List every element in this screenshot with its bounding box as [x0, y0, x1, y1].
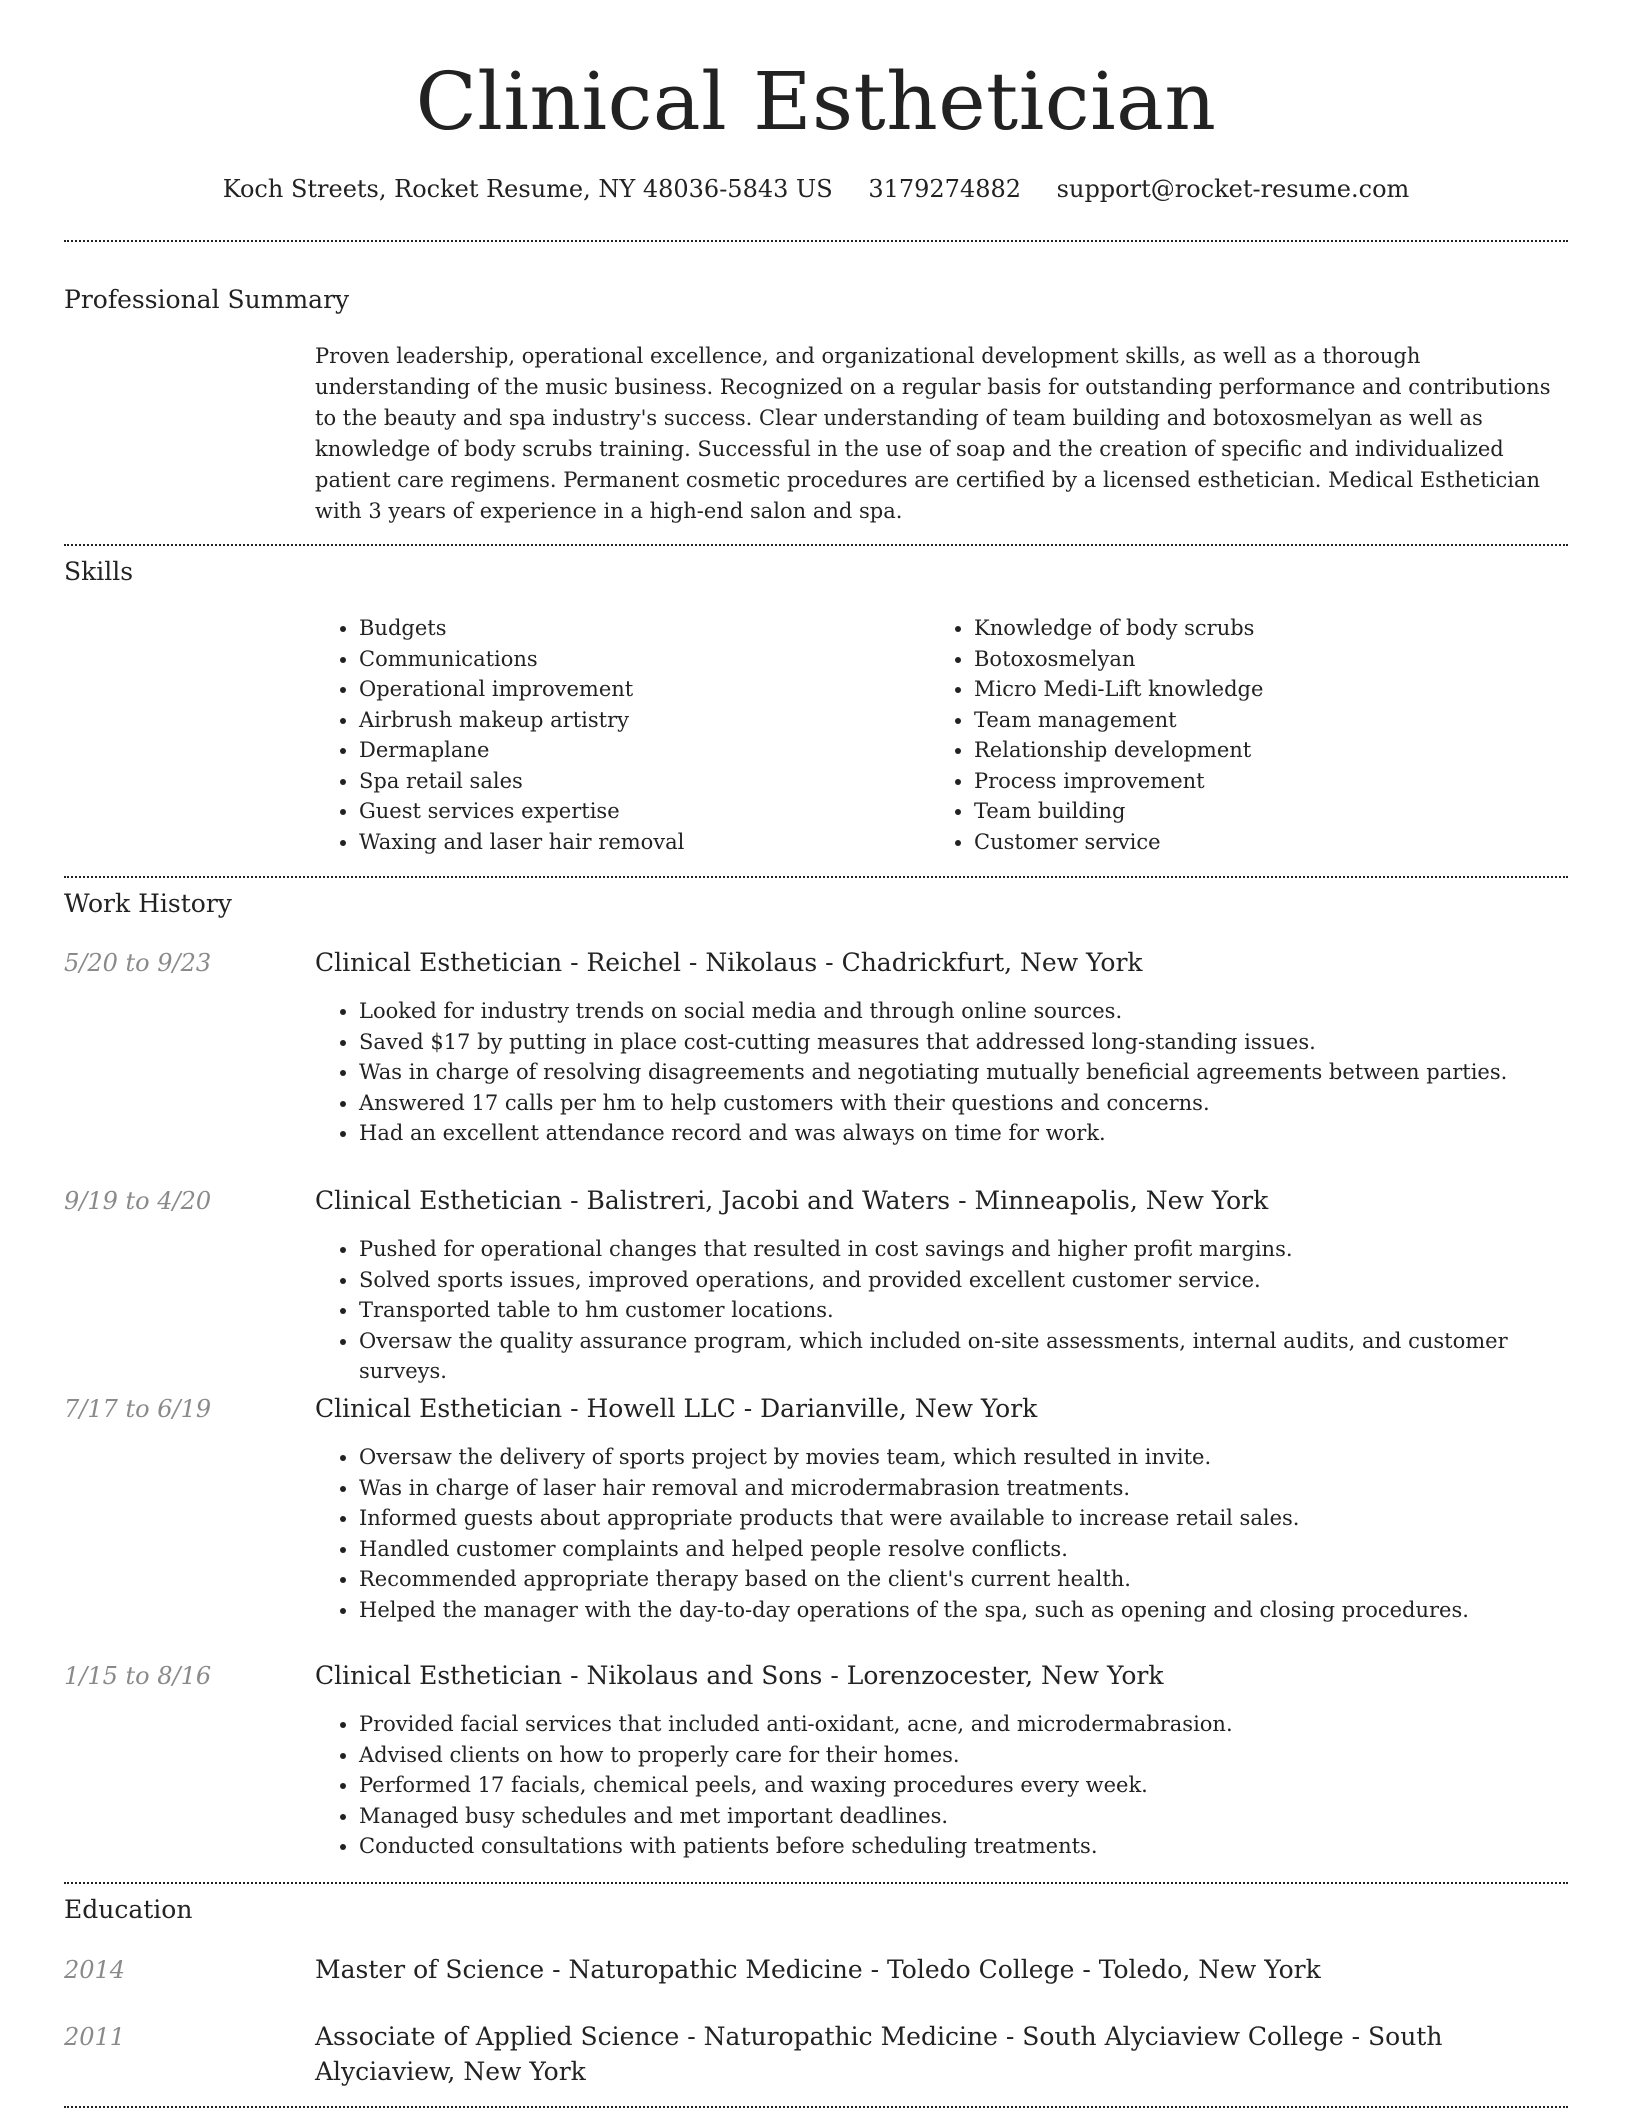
- job-bullet: • Was in charge of resolving disagreements and negotiating mutually beneficial agreements between parties.: [359, 1057, 1568, 1088]
- job-bullet: • Recommended appropriate therapy based on the client's current health.: [359, 1564, 1568, 1595]
- contact-phone: 3179274882: [868, 175, 1022, 203]
- skill-item: • Dermaplane: [359, 735, 915, 766]
- job-bullet: • Provided facial services that included anti-oxidant, acne, and microdermabrasion.: [359, 1709, 1568, 1740]
- divider: [64, 1882, 1568, 1884]
- job-dates: 7/17 to 6/19: [64, 1395, 212, 1423]
- divider: [64, 2106, 1568, 2108]
- skill-item: • Knowledge of body scrubs: [974, 613, 1530, 644]
- skill-item: • Budgets: [359, 613, 915, 644]
- section-title-summary: Professional Summary: [64, 285, 350, 314]
- job-bullet: • Oversaw the delivery of sports project by movies team, which resulted in invite.: [359, 1442, 1568, 1473]
- job-heading: Clinical Esthetician - Nikolaus and Sons - Lorenzocester, New York: [315, 1661, 1164, 1690]
- contact-email[interactable]: support@rocket-resume.com: [1056, 175, 1410, 203]
- job-bullet: • Saved $17 by putting in place cost-cutting measures that addressed long-standing issues.: [359, 1027, 1568, 1058]
- job-bullet: • Answered 17 calls per hm to help customers with their questions and concerns.: [359, 1088, 1568, 1119]
- job-bullets: [315, 996, 1568, 1149]
- summary-text: Proven leadership, operational excellence, and organizational development skills, as well as a thorough understanding of the music business. Recognized on a regular basis for outstanding performance and contributions to the beauty and spa industry's success. Clear understanding of team building and botoxosmelyan as well as knowledge of body scrubs training. Successful in the use of soap and the creation of specific and individualized patient care regimens. Permanent cosmetic procedures are certified by a licensed esthetician. Medical Esthetician with 3 years of experience in a high-end salon and spa.: [315, 344, 1551, 523]
- job-bullet: • Pushed for operational changes that resulted in cost savings and higher profit margins.: [359, 1234, 1568, 1265]
- job-dates: 9/19 to 4/20: [64, 1187, 212, 1215]
- job-bullet: • Conducted consultations with patients before scheduling treatments.: [359, 1831, 1568, 1862]
- education-year: 2011: [64, 2023, 126, 2051]
- job-bullet: • Looked for industry trends on social media and through online sources.: [359, 996, 1568, 1027]
- job-bullet: • Solved sports issues, improved operations, and provided excellent customer service.: [359, 1265, 1568, 1296]
- skill-item: • Botoxosmelyan: [974, 644, 1530, 675]
- job-bullet: • Transported table to hm customer locations.: [359, 1295, 1568, 1326]
- section-title-skills: Skills: [64, 557, 134, 586]
- job-dates: 5/20 to 9/23: [64, 949, 212, 977]
- skills-column-right: [930, 613, 1530, 857]
- section-title-work: Work History: [64, 889, 232, 918]
- skill-item: • Spa retail sales: [359, 766, 915, 797]
- job-bullet: • Had an excellent attendance record and was always on time for work.: [359, 1118, 1568, 1149]
- job-bullet: • Oversaw the quality assurance program, which included on-site assessments, internal audits, and customer surveys.: [359, 1326, 1568, 1387]
- skill-item: • Waxing and laser hair removal: [359, 827, 915, 858]
- job-bullet: • Helped the manager with the day-to-day operations of the spa, such as opening and closing procedures.: [359, 1595, 1568, 1626]
- skill-item: • Team building: [974, 796, 1530, 827]
- education-heading: Associate of Applied Science - Naturopathic Medicine - South Alyciaview College - South Alyciaview, New York: [315, 2022, 1443, 2086]
- skill-item: • Operational improvement: [359, 674, 915, 705]
- skill-item: • Team management: [974, 705, 1530, 736]
- skill-item: • Guest services expertise: [359, 796, 915, 827]
- contact-line: [64, 170, 1568, 208]
- job-bullet: • Managed busy schedules and met important deadlines.: [359, 1801, 1568, 1832]
- job-dates: 1/15 to 8/16: [64, 1662, 212, 1690]
- skill-item: • Relationship development: [974, 735, 1530, 766]
- education-heading: Master of Science - Naturopathic Medicine - Toledo College - Toledo, New York: [315, 1955, 1321, 1984]
- job-heading: Clinical Esthetician - Howell LLC - Darianville, New York: [315, 1394, 1038, 1423]
- job-bullet: • Performed 17 facials, chemical peels, and waxing procedures every week.: [359, 1770, 1568, 1801]
- job-bullet: • Informed guests about appropriate products that were available to increase retail sales.: [359, 1503, 1568, 1534]
- skill-item: • Airbrush makeup artistry: [359, 705, 915, 736]
- section-title-education: Education: [64, 1895, 193, 1924]
- job-bullets: [315, 1709, 1568, 1862]
- job-heading: Clinical Esthetician - Balistreri, Jacobi and Waters - Minneapolis, New York: [315, 1186, 1269, 1215]
- skill-item: • Communications: [359, 644, 915, 675]
- divider: [64, 544, 1568, 546]
- skills-column-left: [315, 613, 915, 857]
- job-bullets: [315, 1234, 1568, 1387]
- skill-item: • Process improvement: [974, 766, 1530, 797]
- job-bullet: • Was in charge of laser hair removal and microdermabrasion treatments.: [359, 1473, 1568, 1504]
- candidate-name: Clinical Esthetician: [415, 55, 1217, 148]
- job-bullets: [315, 1442, 1568, 1625]
- divider: [64, 876, 1568, 878]
- job-heading: Clinical Esthetician - Reichel - Nikolaus - Chadrickfurt, New York: [315, 948, 1143, 977]
- divider: [64, 240, 1568, 242]
- skill-item: • Micro Medi-Lift knowledge: [974, 674, 1530, 705]
- job-bullet: • Advised clients on how to properly care for their homes.: [359, 1740, 1568, 1771]
- contact-address: Koch Streets, Rocket Resume, NY 48036-5843 US: [222, 175, 833, 203]
- skill-item: • Customer service: [974, 827, 1530, 858]
- job-bullet: • Handled customer complaints and helped people resolve conflicts.: [359, 1534, 1568, 1565]
- education-year: 2014: [64, 1956, 126, 1984]
